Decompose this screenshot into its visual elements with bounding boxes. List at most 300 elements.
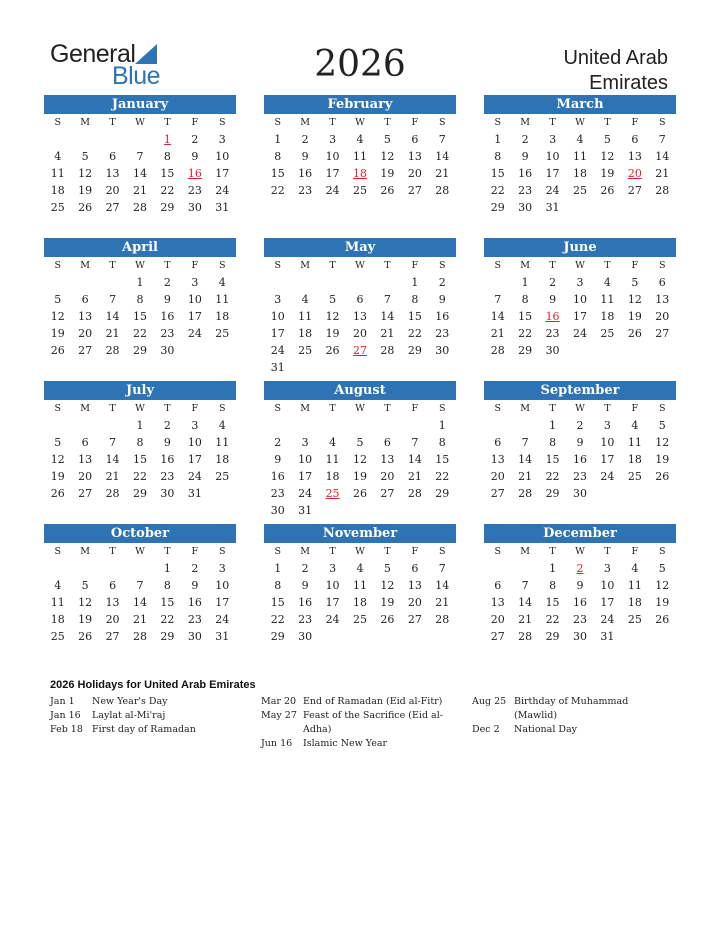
weekday-label: W <box>355 546 365 557</box>
day-cell: 16 <box>518 167 533 180</box>
empty-day-cell <box>429 359 456 376</box>
day-cell: 19 <box>352 470 367 483</box>
day-cell: 2 <box>438 276 446 289</box>
day-cell: 6 <box>411 133 419 146</box>
week-row <box>484 308 676 325</box>
weekday-label: T <box>164 117 171 128</box>
weekday-header-row <box>264 400 456 417</box>
day-cell: 24 <box>325 613 340 626</box>
month-november <box>264 524 456 645</box>
empty-day-cell <box>649 628 676 645</box>
day-cell: 21 <box>132 184 147 197</box>
day-cell: 18 <box>572 167 587 180</box>
day-cell: 19 <box>627 310 642 323</box>
empty-day-cell <box>291 274 318 291</box>
holiday-entry <box>50 709 242 723</box>
day-cell: 21 <box>407 470 422 483</box>
day-cell: 10 <box>325 150 340 163</box>
day-cell: 7 <box>411 436 419 449</box>
day-cell: 29 <box>132 344 147 357</box>
weekday-label: T <box>604 403 611 414</box>
day-cell: 25 <box>352 613 367 626</box>
empty-day-cell <box>209 485 236 502</box>
day-cell: 14 <box>518 596 533 609</box>
day-cell: 5 <box>383 133 391 146</box>
day-cell: 28 <box>132 630 147 643</box>
weekday-header-row <box>44 400 236 417</box>
month-august <box>264 381 456 519</box>
day-cell: 2 <box>163 276 171 289</box>
weekday-label: T <box>109 546 116 557</box>
day-cell: 15 <box>132 310 147 323</box>
day-cell: 24 <box>270 344 285 357</box>
weekday-header-row <box>44 114 236 131</box>
day-cell: 6 <box>356 293 364 306</box>
empty-day-cell <box>401 359 428 376</box>
week-row <box>484 165 676 182</box>
weekday-label: M <box>80 260 90 271</box>
day-cell: 3 <box>549 133 557 146</box>
week-row <box>44 199 236 216</box>
day-cell: 18 <box>50 184 65 197</box>
weekday-label: T <box>384 546 391 557</box>
day-cell: 28 <box>435 184 450 197</box>
day-cell: 14 <box>380 310 395 323</box>
weekday-label: T <box>109 260 116 271</box>
logo-general-text: General <box>50 40 136 68</box>
day-cell: 18 <box>600 310 615 323</box>
day-cell: 20 <box>105 184 120 197</box>
weekday-label: T <box>164 546 171 557</box>
day-cell: 26 <box>380 613 395 626</box>
day-cell: 15 <box>518 310 533 323</box>
day-cell: 12 <box>380 579 395 592</box>
day-cell: 7 <box>136 579 144 592</box>
day-cell: 25 <box>50 630 65 643</box>
empty-day-cell <box>99 274 126 291</box>
day-cell: 30 <box>160 344 175 357</box>
day-cell: 12 <box>50 453 65 466</box>
day-cell: 13 <box>407 150 422 163</box>
day-cell: 5 <box>603 133 611 146</box>
week-row <box>264 577 456 594</box>
holiday-entry <box>261 737 449 751</box>
day-cell: 31 <box>187 487 202 500</box>
weekday-label: S <box>219 260 226 271</box>
day-cell: 1 <box>274 133 282 146</box>
day-cell: 21 <box>132 613 147 626</box>
day-cell: 20 <box>380 470 395 483</box>
day-cell: 10 <box>215 579 230 592</box>
day-cell: 15 <box>270 596 285 609</box>
holiday-name: Laylat al-Mi'raj <box>92 710 166 721</box>
day-cell: 23 <box>435 327 450 340</box>
week-row <box>264 502 456 519</box>
day-cell: 30 <box>187 201 202 214</box>
weekday-label: W <box>575 117 585 128</box>
day-cell: 22 <box>518 327 533 340</box>
day-cell: 11 <box>600 293 615 306</box>
day-cell: 7 <box>109 293 117 306</box>
holiday-name: National Day <box>514 724 578 735</box>
day-cell: 10 <box>215 150 230 163</box>
week-row <box>264 468 456 485</box>
day-cell: 21 <box>518 470 533 483</box>
empty-day-cell <box>566 342 593 359</box>
month-header: December <box>484 524 676 543</box>
day-cell: 27 <box>78 344 93 357</box>
empty-day-cell <box>44 131 71 148</box>
day-cell: 17 <box>187 310 202 323</box>
weekday-label: S <box>219 546 226 557</box>
day-cell: 24 <box>187 470 202 483</box>
day-cell: 24 <box>187 327 202 340</box>
day-cell: 25 <box>215 327 230 340</box>
week-row <box>264 342 456 359</box>
day-cell: 18 <box>627 596 642 609</box>
month-header: September <box>484 381 676 400</box>
day-cell: 22 <box>435 470 450 483</box>
day-cell: 30 <box>572 630 587 643</box>
weekday-label: T <box>109 403 116 414</box>
day-cell: 31 <box>215 201 230 214</box>
empty-day-cell <box>374 628 401 645</box>
month-header: May <box>264 238 456 257</box>
day-cell: 14 <box>105 453 120 466</box>
weekday-label: T <box>549 403 556 414</box>
empty-day-cell <box>71 274 98 291</box>
empty-day-cell <box>346 628 373 645</box>
day-cell: 19 <box>78 613 93 626</box>
week-row <box>264 485 456 502</box>
day-cell: 9 <box>438 293 446 306</box>
day-cell: 6 <box>109 579 117 592</box>
empty-day-cell <box>374 502 401 519</box>
day-cell: 21 <box>435 596 450 609</box>
day-cell: 14 <box>655 150 670 163</box>
empty-day-cell <box>429 628 456 645</box>
empty-day-cell <box>346 417 373 434</box>
day-cell: 22 <box>270 184 285 197</box>
day-cell: 27 <box>380 487 395 500</box>
holidays-column <box>261 695 449 751</box>
holiday-day-cell: 1 <box>163 133 171 146</box>
week-row <box>484 199 676 216</box>
day-cell: 2 <box>521 133 529 146</box>
day-cell: 17 <box>325 167 340 180</box>
day-cell: 28 <box>105 344 120 357</box>
day-cell: 6 <box>494 579 502 592</box>
weekday-label: M <box>80 117 90 128</box>
day-cell: 27 <box>407 613 422 626</box>
weekday-label: F <box>631 403 639 414</box>
day-cell: 4 <box>301 293 309 306</box>
empty-day-cell <box>44 560 71 577</box>
day-cell: 10 <box>600 436 615 449</box>
day-cell: 12 <box>380 150 395 163</box>
day-cell: 13 <box>627 150 642 163</box>
day-cell: 8 <box>274 150 282 163</box>
holiday-name: Feast of the Sacrifice (Eid al-Adha) <box>303 710 443 735</box>
weekday-label: S <box>439 403 446 414</box>
week-row <box>264 131 456 148</box>
empty-day-cell <box>319 417 346 434</box>
day-cell: 23 <box>160 327 175 340</box>
weekday-label: T <box>604 546 611 557</box>
logo-triangle-icon <box>135 44 157 64</box>
empty-day-cell <box>319 502 346 519</box>
day-cell: 29 <box>270 630 285 643</box>
day-cell: 23 <box>572 613 587 626</box>
week-row <box>264 417 456 434</box>
week-row <box>44 434 236 451</box>
holiday-day-cell: 2 <box>576 562 584 575</box>
day-cell: 26 <box>352 487 367 500</box>
empty-day-cell <box>291 359 318 376</box>
empty-day-cell <box>99 131 126 148</box>
day-cell: 21 <box>490 327 505 340</box>
day-cell: 21 <box>105 327 120 340</box>
day-cell: 17 <box>187 453 202 466</box>
month-december <box>484 524 676 645</box>
day-cell: 1 <box>136 419 144 432</box>
weekday-label: F <box>411 546 419 557</box>
day-cell: 31 <box>298 504 313 517</box>
holiday-entry <box>472 695 674 723</box>
day-cell: 18 <box>627 453 642 466</box>
day-cell: 9 <box>301 150 309 163</box>
weekday-label: M <box>300 117 310 128</box>
empty-day-cell <box>594 199 621 216</box>
day-cell: 8 <box>438 436 446 449</box>
weekday-label: M <box>520 546 530 557</box>
day-cell: 21 <box>380 327 395 340</box>
day-cell: 30 <box>187 630 202 643</box>
week-row <box>44 182 236 199</box>
day-cell: 2 <box>191 133 199 146</box>
week-row <box>484 342 676 359</box>
week-row <box>44 131 236 148</box>
day-cell: 7 <box>658 133 666 146</box>
day-cell: 7 <box>383 293 391 306</box>
day-cell: 8 <box>411 293 419 306</box>
day-cell: 29 <box>160 201 175 214</box>
holiday-entry <box>50 723 242 737</box>
day-cell: 11 <box>627 436 642 449</box>
day-cell: 9 <box>301 579 309 592</box>
day-cell: 20 <box>78 327 93 340</box>
empty-day-cell <box>44 417 71 434</box>
day-cell: 12 <box>655 436 670 449</box>
week-row <box>484 485 676 502</box>
day-cell: 15 <box>435 453 450 466</box>
weekday-header-row <box>264 543 456 560</box>
day-cell: 10 <box>187 436 202 449</box>
day-cell: 8 <box>163 579 171 592</box>
day-cell: 30 <box>572 487 587 500</box>
day-cell: 3 <box>329 133 337 146</box>
day-cell: 20 <box>655 310 670 323</box>
day-cell: 3 <box>603 419 611 432</box>
weekday-label: S <box>494 260 501 271</box>
day-cell: 25 <box>600 327 615 340</box>
empty-day-cell <box>99 560 126 577</box>
weekday-label: T <box>604 117 611 128</box>
day-cell: 7 <box>438 133 446 146</box>
day-cell: 25 <box>352 184 367 197</box>
day-cell: 5 <box>658 419 666 432</box>
week-row <box>44 417 236 434</box>
weekday-label: T <box>549 260 556 271</box>
month-header: June <box>484 238 676 257</box>
day-cell: 12 <box>627 293 642 306</box>
day-cell: 28 <box>518 487 533 500</box>
day-cell: 14 <box>407 453 422 466</box>
empty-day-cell <box>484 417 511 434</box>
day-cell: 4 <box>329 436 337 449</box>
day-cell: 31 <box>545 201 560 214</box>
day-cell: 4 <box>603 276 611 289</box>
weekday-label: W <box>575 546 585 557</box>
empty-day-cell <box>649 485 676 502</box>
day-cell: 20 <box>78 470 93 483</box>
empty-day-cell <box>319 274 346 291</box>
holiday-entry <box>261 695 449 709</box>
holiday-date: Jan 1 <box>50 696 75 707</box>
day-cell: 8 <box>494 150 502 163</box>
week-row <box>44 451 236 468</box>
day-cell: 4 <box>54 150 62 163</box>
week-row <box>484 434 676 451</box>
week-row <box>264 359 456 376</box>
weekday-header-row <box>484 400 676 417</box>
day-cell: 10 <box>187 293 202 306</box>
day-cell: 9 <box>163 293 171 306</box>
day-cell: 14 <box>490 310 505 323</box>
weekday-label: T <box>549 546 556 557</box>
weekday-label: T <box>549 117 556 128</box>
empty-day-cell <box>594 485 621 502</box>
day-cell: 25 <box>627 470 642 483</box>
day-cell: 22 <box>132 470 147 483</box>
logo <box>50 40 170 90</box>
day-cell: 15 <box>132 453 147 466</box>
weekday-label: M <box>520 260 530 271</box>
day-cell: 3 <box>301 436 309 449</box>
weekday-label: M <box>300 260 310 271</box>
weekday-label: T <box>329 403 336 414</box>
day-cell: 8 <box>163 150 171 163</box>
day-cell: 18 <box>325 470 340 483</box>
week-row <box>264 434 456 451</box>
day-cell: 14 <box>518 453 533 466</box>
weekday-label: S <box>219 117 226 128</box>
day-cell: 26 <box>600 184 615 197</box>
empty-day-cell <box>44 274 71 291</box>
day-cell: 5 <box>383 562 391 575</box>
day-cell: 27 <box>407 184 422 197</box>
day-cell: 4 <box>218 419 226 432</box>
week-row <box>264 308 456 325</box>
day-cell: 28 <box>518 630 533 643</box>
day-cell: 27 <box>490 630 505 643</box>
empty-day-cell <box>346 359 373 376</box>
day-cell: 6 <box>631 133 639 146</box>
day-cell: 25 <box>50 201 65 214</box>
day-cell: 23 <box>572 470 587 483</box>
month-february <box>264 95 456 199</box>
day-cell: 12 <box>655 579 670 592</box>
empty-day-cell <box>511 560 538 577</box>
week-row <box>264 611 456 628</box>
holidays-title: 2026 Holidays for United Arab Emirates <box>50 679 256 691</box>
month-january <box>44 95 236 216</box>
day-cell: 23 <box>160 470 175 483</box>
day-cell: 16 <box>187 596 202 609</box>
day-cell: 23 <box>545 327 560 340</box>
week-row <box>44 325 236 342</box>
month-april <box>44 238 236 359</box>
week-row <box>264 148 456 165</box>
day-cell: 22 <box>545 470 560 483</box>
day-cell: 1 <box>163 562 171 575</box>
month-march <box>484 95 676 216</box>
day-cell: 12 <box>78 167 93 180</box>
weekday-label: T <box>384 117 391 128</box>
day-cell: 10 <box>270 310 285 323</box>
weekday-label: F <box>411 260 419 271</box>
weekday-label: S <box>54 117 61 128</box>
week-row <box>264 165 456 182</box>
day-cell: 9 <box>521 150 529 163</box>
weekday-label: S <box>274 546 281 557</box>
week-row <box>264 325 456 342</box>
empty-day-cell <box>126 560 153 577</box>
day-cell: 11 <box>352 579 367 592</box>
week-row <box>484 451 676 468</box>
week-row <box>44 577 236 594</box>
day-cell: 28 <box>380 344 395 357</box>
weekday-label: T <box>384 260 391 271</box>
day-cell: 13 <box>655 293 670 306</box>
day-cell: 11 <box>572 150 587 163</box>
day-cell: 6 <box>494 436 502 449</box>
day-cell: 23 <box>187 184 202 197</box>
holiday-entry <box>472 723 674 737</box>
day-cell: 2 <box>163 419 171 432</box>
week-row <box>264 291 456 308</box>
day-cell: 4 <box>631 419 639 432</box>
empty-day-cell <box>71 417 98 434</box>
day-cell: 8 <box>274 579 282 592</box>
weekday-label: S <box>494 117 501 128</box>
weekday-label: F <box>411 117 419 128</box>
day-cell: 13 <box>352 310 367 323</box>
week-row <box>44 485 236 502</box>
day-cell: 6 <box>383 436 391 449</box>
holiday-name: New Year's Day <box>92 696 168 707</box>
day-cell: 21 <box>655 167 670 180</box>
day-cell: 6 <box>81 293 89 306</box>
day-cell: 26 <box>78 201 93 214</box>
weekday-label: S <box>219 403 226 414</box>
holiday-day-cell: 25 <box>325 487 340 500</box>
week-row <box>484 611 676 628</box>
day-cell: 22 <box>490 184 505 197</box>
day-cell: 5 <box>54 293 62 306</box>
day-cell: 5 <box>356 436 364 449</box>
day-cell: 17 <box>600 596 615 609</box>
